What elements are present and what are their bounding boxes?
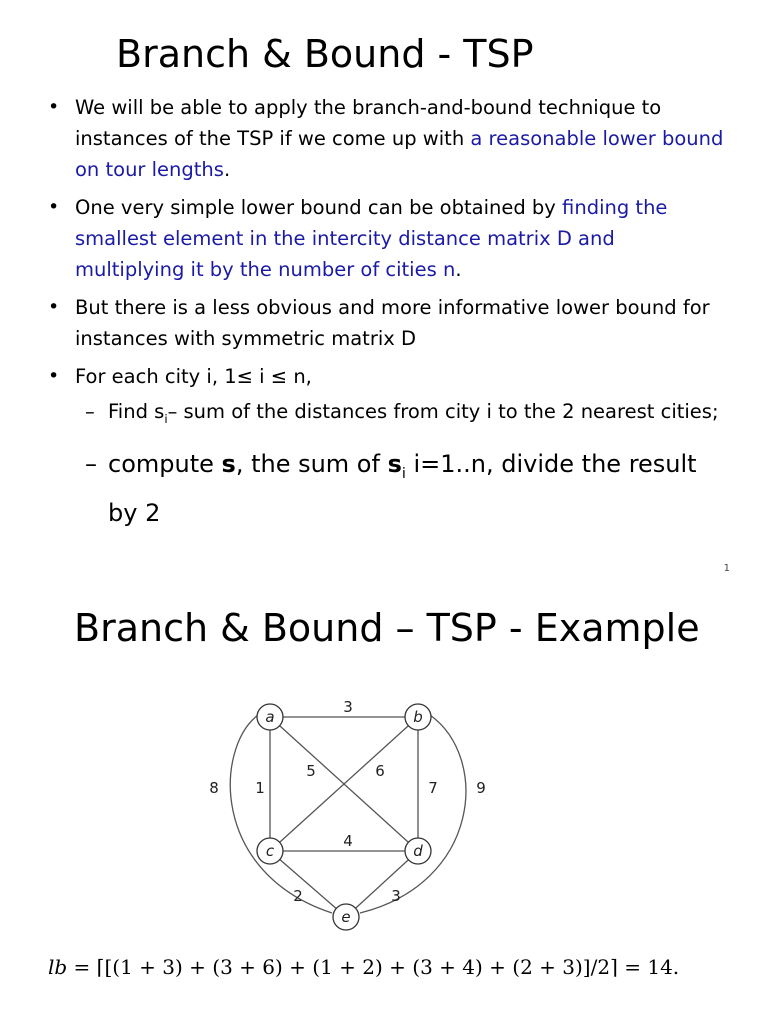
sub-text: compute <box>108 449 222 478</box>
bullet-text-end: . <box>223 158 231 181</box>
bold-si: s <box>387 449 402 478</box>
slide-2 <box>0 580 768 1024</box>
node-label-e: e <box>341 908 351 926</box>
bullet-icon: • <box>48 365 60 387</box>
bullet-item-4 <box>48 361 728 533</box>
bullet-icon: • <box>48 296 60 318</box>
bullet-text: But there is a less obvious and more informative lower bound for instances with symmetric matrix D <box>75 296 710 350</box>
bullet-item-3 <box>48 292 728 354</box>
bullet-text: One very simple lower bound can be obtained by <box>75 196 563 219</box>
edge-weight-b-d: 7 <box>428 779 438 797</box>
sub-text: Find s <box>108 400 165 423</box>
edge-weight-c-d: 4 <box>343 832 353 850</box>
edge-weight-a-c: 1 <box>255 779 265 797</box>
lower-bound-formula <box>48 955 679 979</box>
sub-bullet-1 <box>48 396 728 435</box>
edge-weight-c-e: 2 <box>293 887 303 905</box>
bullet-list <box>48 92 728 540</box>
formula-expression: = ⌈[(1 + 3) + (3 + 6) + (1 + 2) + (3 + 4) + (2 + 3)]/2⌉ = 14. <box>67 955 680 979</box>
edge-weight-b-c: 6 <box>375 762 385 780</box>
tsp-graph <box>190 688 510 948</box>
bullet-item-1 <box>48 92 728 185</box>
edge-a-e <box>230 715 332 913</box>
subscript: i <box>164 411 168 426</box>
formula-lb: lb <box>48 955 68 979</box>
edge-weight-a-b: 3 <box>343 698 353 716</box>
sub-text-end: i=1..n, divide the result by 2 <box>108 449 697 527</box>
bullet-text: We will be able to apply the branch-and-bound technique to instances of the TSP if we come up with <box>75 96 662 150</box>
edge-weight-d-e: 3 <box>391 887 401 905</box>
node-label-d: d <box>413 842 423 860</box>
bullet-icon: • <box>48 96 60 118</box>
edge-weight-b-e: 9 <box>476 779 486 797</box>
bold-s: s <box>221 449 236 478</box>
bullet-highlight: finding the smallest element in the intercity distance matrix D and multiplying it by the number of cities n <box>75 196 668 281</box>
edge-weight-a-d: 5 <box>306 762 316 780</box>
sub-text-mid: , the sum of <box>235 449 388 478</box>
bullet-highlight: a reasonable lower bound on tour lengths <box>75 127 724 181</box>
edge-weight-a-e: 8 <box>209 779 219 797</box>
dash-icon: – <box>85 449 97 478</box>
slide-2-title: Branch & Bound – TSP - Example <box>74 606 700 650</box>
page-number: 1 <box>723 563 730 574</box>
slide-1-title: Branch & Bound - TSP <box>116 32 534 76</box>
dash-icon: – <box>85 400 95 423</box>
bullet-icon: • <box>48 196 60 218</box>
bullet-text-end: . <box>455 258 462 281</box>
edge-d-e <box>346 851 418 917</box>
bullet-item-2 <box>48 192 728 285</box>
node-label-a: a <box>265 708 275 726</box>
node-label-b: b <box>413 708 423 726</box>
edge-c-e <box>270 851 346 917</box>
sub-text-end: – sum of the distances from city i to the 2 nearest cities; <box>167 400 719 423</box>
subscript: i <box>401 465 406 482</box>
node-label-c: c <box>265 842 275 860</box>
sub-bullet-2 <box>48 445 728 533</box>
bullet-text: For each city i, 1≤ i ≤ n, <box>75 365 312 388</box>
edge-b-e <box>360 715 466 913</box>
